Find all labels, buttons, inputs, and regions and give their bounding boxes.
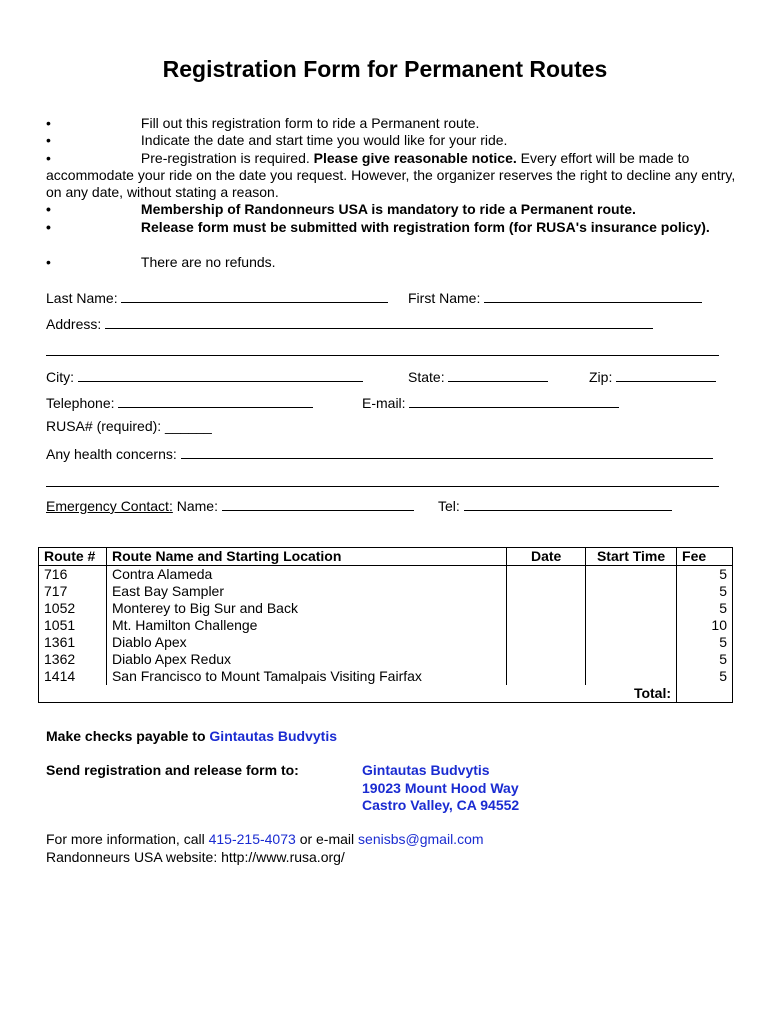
date-cell[interactable] [507,668,586,685]
emergency-name-field[interactable] [222,496,414,511]
route-name: Mt. Hamilton Challenge [106,617,506,634]
col-header-name: Route Name and Starting Location [106,548,506,566]
telephone-label: Telephone: [46,395,115,411]
table-row [39,634,733,651]
col-header-fee: Fee [677,548,733,566]
table-row [39,651,733,668]
rusa-field[interactable]: RUSA# (required): ______ [46,418,212,434]
col-header-date: Date [507,548,586,566]
bullet-item [46,201,736,218]
more-info-label: For more information, call [46,831,205,847]
email-link[interactable]: senisbs@gmail.com [358,831,484,847]
or-email-label: or e-mail [299,831,355,847]
table-row [39,668,733,685]
emergency-tel-label: Tel: [438,498,460,514]
table-row [39,617,733,634]
bullet-item [46,132,736,149]
state-field[interactable] [448,367,548,382]
mail-city: Castro Valley, CA 94552 [362,797,520,813]
bullet-item [46,219,736,236]
total-row [39,685,733,703]
emergency-name-label: Name: [176,498,218,514]
route-name: Diablo Apex Redux [106,651,506,668]
date-cell[interactable] [507,617,586,634]
start-time-cell[interactable] [586,566,677,584]
route-number: 716 [39,566,107,584]
email-field[interactable] [409,393,619,408]
bullet-dot: • [46,201,51,217]
bullet-text: Fill out this registration form to ride a Permanent route. [140,115,480,131]
start-time-cell[interactable] [586,600,677,617]
bullet-dot: • [46,254,51,270]
route-name: Monterey to Big Sur and Back [106,600,506,617]
route-name: Diablo Apex [106,634,506,651]
bullet-item [46,150,736,201]
fee: 5 [677,634,733,651]
last-name-field[interactable] [121,288,388,303]
mail-name: Gintautas Budvytis [362,762,490,778]
col-header-route: Route # [39,548,107,566]
route-name: East Bay Sampler [106,583,506,600]
first-name-field[interactable] [484,288,702,303]
col-header-start-time: Start Time [586,548,677,566]
route-name: San Francisco to Mount Tamalpais Visiting Fairfax [106,668,506,685]
bullet-text: Release form must be submitted with registration form (for RUSA's insurance policy). [140,219,710,235]
health-line-2[interactable] [46,486,719,487]
emergency-tel-field[interactable] [464,496,672,511]
date-cell[interactable] [507,583,586,600]
state-label: State: [408,369,445,385]
address-field[interactable] [105,314,653,329]
last-name-label: Last Name: [46,290,118,306]
zip-label: Zip: [589,369,613,385]
bullet-dot: • [46,132,51,148]
website-line: Randonneurs USA website: http://www.rusa.org/ [46,849,345,865]
mail-street: 19023 Mount Hood Way [362,780,519,796]
emergency-contact-label: Emergency Contact: [46,498,173,514]
bullet-text: Pre-registration is required. [140,150,310,166]
bullet-text: Indicate the date and start time you would like for your ride. [140,132,508,148]
bullet-dot: • [46,219,51,235]
address-label: Address: [46,316,102,332]
phone-link[interactable]: 415-215-4073 [208,831,296,847]
start-time-cell[interactable] [586,651,677,668]
health-label: Any health concerns: [46,446,177,462]
bullet-text: Membership of Randonneurs USA is mandatory to ride a Permanent route. [140,201,636,217]
city-field[interactable] [78,367,363,382]
date-cell[interactable] [507,651,586,668]
bullet-item [46,115,736,132]
fee: 5 [677,566,733,584]
fee: 5 [677,583,733,600]
zip-field[interactable] [616,367,716,382]
address-line-2[interactable] [46,355,719,356]
fee: 10 [677,617,733,634]
route-name: Contra Alameda [106,566,506,584]
bullet-text: Every effort will be made to accommodate your ride on the date you request. However, the organizer reserves the right to decline any entry, on any date, without stating a reason. [46,150,736,200]
table-row [39,566,733,584]
fee: 5 [677,651,733,668]
telephone-field[interactable] [118,393,313,408]
total-cell[interactable] [677,685,733,703]
route-number: 1051 [39,617,107,634]
start-time-cell[interactable] [586,583,677,600]
page-title: Registration Form for Permanent Routes [162,56,608,82]
date-cell[interactable] [507,566,586,584]
date-cell[interactable] [507,600,586,617]
routes-table [38,547,733,703]
bullet-dot: • [46,150,51,166]
checks-label: Make checks payable to [46,728,206,744]
send-label: Send registration and release form to: [46,762,299,778]
route-number: 1362 [39,651,107,668]
first-name-label: First Name: [408,290,481,306]
email-label: E-mail: [362,395,406,411]
start-time-cell[interactable] [586,617,677,634]
city-label: City: [46,369,74,385]
start-time-cell[interactable] [586,634,677,651]
date-cell[interactable] [507,634,586,651]
total-label: Total: [39,685,677,703]
start-time-cell[interactable] [586,668,677,685]
bullet-text: There are no refunds. [140,254,276,270]
health-field[interactable] [181,444,713,459]
table-row [39,583,733,600]
fee: 5 [677,600,733,617]
table-row [39,600,733,617]
route-number: 1361 [39,634,107,651]
bullet-dot: • [46,115,51,131]
payee-name: Gintautas Budvytis [209,728,338,744]
route-number: 1414 [39,668,107,685]
fee: 5 [677,668,733,685]
route-number: 717 [39,583,107,600]
route-number: 1052 [39,600,107,617]
bullet-item [46,254,736,271]
bullet-bold-text: Please give reasonable notice. [313,150,517,166]
